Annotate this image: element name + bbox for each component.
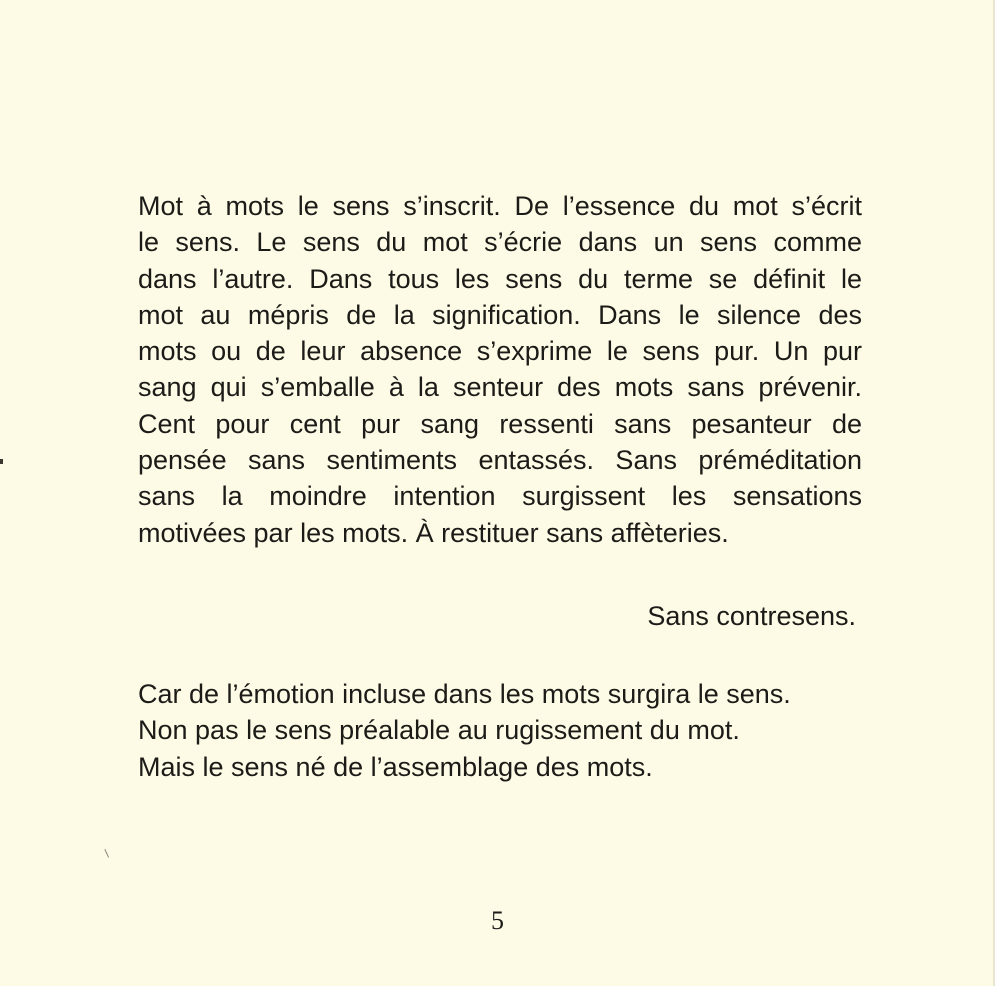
text-line: mots ou de leur absence s’exprime le sens pur. Un pur xyxy=(138,336,862,367)
margin-mark xyxy=(0,459,3,464)
text-line: sang qui s’emballe à la senteur des mots sans prévenir. xyxy=(138,372,862,403)
text-line: Mais le sens né de l’assemblage des mots. xyxy=(138,751,653,782)
text-line: Mot à mots le sens s’inscrit. De l’essence du mot s’écrit xyxy=(138,191,862,221)
text-line: le sens. Le sens du mot s’écrie dans un sens comme xyxy=(138,227,862,258)
text-line: Non pas le sens préalable au rugissement du mot. xyxy=(138,715,740,746)
paragraph-2 xyxy=(138,598,856,634)
text-line: dans l’autre. Dans tous les sens du terme se définit le xyxy=(138,263,862,294)
text-line: motivées par les mots. À restituer sans affèteries. xyxy=(138,517,729,548)
page-number: 5 xyxy=(491,906,504,935)
text-line: Car de l’émotion incluse dans les mots surgira le sens. xyxy=(138,679,791,709)
text-line: sans la moindre intention surgissent les sensations xyxy=(138,481,862,512)
text-line: Cent pour cent pur sang ressenti sans pesanteur de xyxy=(138,408,862,439)
text-line: pensée sans sentiments entassés. Sans préméditation xyxy=(138,445,862,476)
paragraph-1 xyxy=(138,188,862,551)
text-line: mot au mépris de la signification. Dans le silence des xyxy=(138,299,862,330)
paper-speck xyxy=(104,847,112,857)
text-line-right-aligned: Sans contresens. xyxy=(647,601,856,631)
paragraph-3 xyxy=(138,676,862,785)
